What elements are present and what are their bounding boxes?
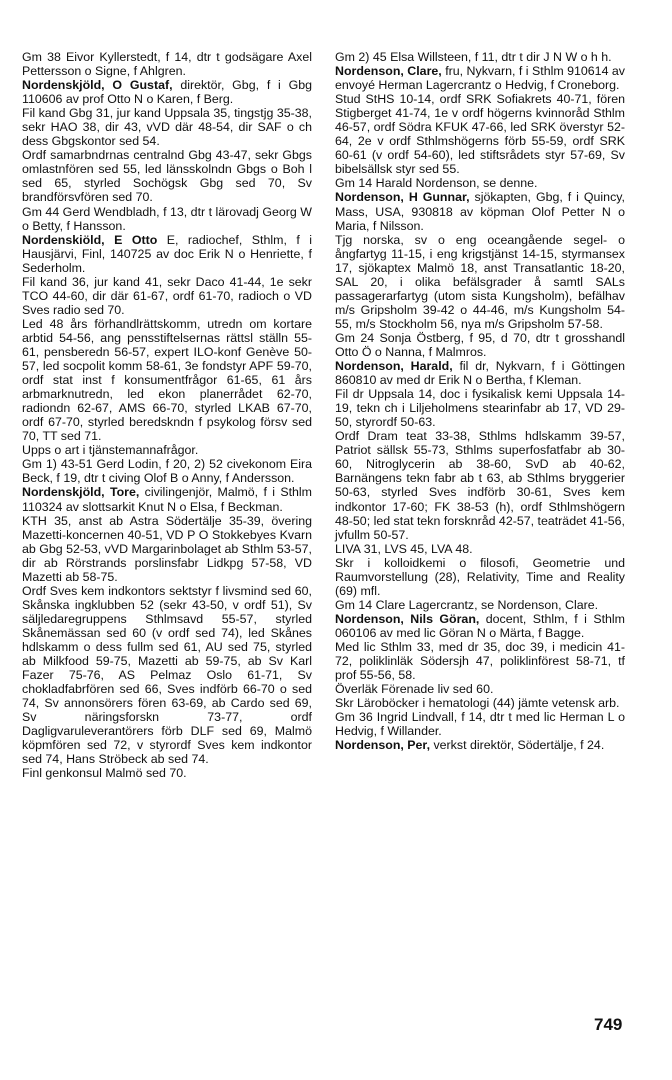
entry-surname: Nordenson, xyxy=(335,611,404,626)
entry-paragraph: Led 48 års förhandlrättskomm, utredn om kortare arbtid 54-56, ang pensstiftelsernas rättsl ställn 55-61, pensberedn 56-57, expert ILO-konf Genève 50-57, led socpolit komm 58-61, 3e fondstyr APF 59-70, ordf stat inst f konsumentfrågor 61-65, 61 års arbmarknutredn, led ekon planerrådet 62-70, radiondn 62-67, AMS 66-70, styrled LKAB 67-70, ordf 67-70, styrled beredskndn f psykolog försv sed 70, TT sed 71. xyxy=(22,316,312,444)
entry-paragraph: Nordenson, Nils Göran, docent, Sthlm, f i Sthlm 060106 av med lic Göran N o Märta, f Bagge. xyxy=(335,611,625,640)
entry-given-name: Nils Göran, xyxy=(410,611,480,626)
entry-paragraph: Upps o art i tjänstemannafrågor. xyxy=(22,443,199,458)
entry-surname: Nordenson, xyxy=(335,190,404,205)
entry-surname: Nordenson, Per, xyxy=(335,738,431,753)
entry-paragraph: Ordf Dram teat 33-38, Sthlms hdlskamm 39-57, Patriot sällsk 55-73, Sthlms superfosfatfabr ab 30-60, Nitroglycerin ab 38-60, SvD ab 40-62, Barnängens tekn fabr ab t 63, ab Sthlms bryggerier 50-63, styrled Sves indförb 30-61, Sves kem indkontor 17-60; FK 38-53 (h), ordf Sthlmshögern 48-50; led stat tekn forsknråd 42-57, teaträdet 41-56, jvfullm 50-57. xyxy=(335,429,625,542)
entry-surname: Nordenskjöld, xyxy=(22,78,105,93)
entry-given-name: E Otto xyxy=(114,232,158,247)
entry-paragraph: Nordenskjöld, O Gustaf, direktör, Gbg, f i Gbg 110606 av prof Otto N o Karen, f Berg. xyxy=(22,78,313,107)
entry-paragraph: Nordenskjöld, Tore, civilingenjör, Malmö, f i Sthlm 110324 av slottsarkit Knut N o Elsa, f Beckman. xyxy=(22,485,312,514)
entry-paragraph: Gm 36 Ingrid Lindvall, f 14, dtr t med lic Herman L o Hedvig, f Willander. xyxy=(335,710,625,739)
entry-paragraph: Nordenskiöld, E Otto E, radiochef, Sthlm, f i Hausjärvi, Finl, 140725 av doc Erik N o Henriette, f Sederholm. xyxy=(22,232,312,275)
entry-paragraph: Med lic Sthlm 33, med dr 35, doc 39, i medicin 41-72, poliklinläk Södersjh 47, poliklinförest 58-71, tf prof 55-56, 58. xyxy=(335,639,625,683)
entry-surname: Nordenson, Harald, xyxy=(335,359,453,374)
entry-surname: Nordenson, Clare, xyxy=(335,64,442,79)
entry-surname: Nordenskjöld, Tore, xyxy=(22,485,140,500)
entry-paragraph: Ordf Sves kem indkontors sektstyr f livsmind sed 60, Skånska ingklubben 52 (sekr 43-50, v ordf 51), Sv säljledaregruppens Sthlmsavd 55-57, styrled Skånemässan sed 60 (v ordf sed 74), led Skånes hdlskamm o dess fullm sed 61, AU sed 75, styrled ab Milkfood 59-75, Mazetti ab 59-75, ab Sv Karl Fazer 75-76, AS Pelmaz Oslo 61-71, Sv chokladfabrfören sed 66, Sves indförb 66-70 o sed 74, Sv annonsörers fören 63-69, ab Cardo sed 69, Sv näringsforskn 73-77, ordf Dagligvaruleverantörers förb DLF sed 69, Malmö köpmfören sed 72, v styrordf Sves kem indkontor sed 74, Hans Ströbeck ab sed 74. xyxy=(22,583,312,767)
entry-paragraph: LIVA 31, LVS 45, LVA 48. xyxy=(335,541,473,556)
entry-paragraph: Nordenson, Per, verkst direktör, Södertälje, f 24. xyxy=(335,738,605,753)
entry-paragraph: Gm 2) 45 Elsa Willsteen, f 11, dtr t dir J N W o h h. xyxy=(335,50,612,64)
entry-paragraph: Nordenson, Harald, fil dr, Nykvarn, f i Göttingen 860810 av med dr Erik N o Bertha, f Kleman. xyxy=(335,359,625,388)
left-column xyxy=(22,50,312,780)
entry-paragraph: Skr Läroböcker i hematologi (44) jämte vetensk arb. xyxy=(335,696,620,711)
right-column xyxy=(335,50,625,752)
entry-paragraph: Gm 44 Gerd Wendbladh, f 13, dtr t lärovadj Georg W o Betty, f Hansson. xyxy=(22,204,312,233)
entry-paragraph: Stud StHS 10-14, ordf SRK Sofiakrets 40-71, fören Stigberget 41-74, 1e v ordf högerns kvinnoråd Sthlm 46-57, ordf Södra KFUK 47-66, led SRK överstyr 52-64, 2e v ordf Sthlmshögerns förb 55-59, ordf SRK 60-61 (v ordf 54-60), led stiftsrådets styr 57-69, Sv bibelsällsk styr sed 55. xyxy=(335,92,625,177)
entry-paragraph: Nordenson, H Gunnar, sjökapten, Gbg, f i Quincy, Mass, USA, 930818 av köpman Olof Petter N o Maria, f Nilsson. xyxy=(335,190,625,233)
entry-given-name: O Gustaf, xyxy=(112,78,173,93)
entry-surname: Nordenskiöld, xyxy=(22,232,105,247)
entry-paragraph: Fil kand Gbg 31, jur kand Uppsala 35, tingstjg 35-38, sekr HAO 38, dir 43, vVD där 48-54, dir SAF o ch dess Gbgskontor sed 54. xyxy=(22,106,312,149)
entry-paragraph: Gm 1) 43-51 Gerd Lodin, f 20, 2) 52 civekonom Eira Beck, f 19, dtr t civing Olof B o Anny, f Andersson. xyxy=(22,457,312,486)
entry-paragraph: Gm 14 Harald Nordenson, se denne. xyxy=(335,176,538,191)
page-number: 749 xyxy=(594,1015,623,1034)
entry-paragraph: Ordf samarbndrnas centralnd Gbg 43-47, sekr Gbgs omlastnfören sed 55, led länsskolndn Gbgs o Boh l sed 65, styrled Sochögsk Gbg sed 70, Sv brandförsvfören sed 70. xyxy=(22,148,312,205)
entry-paragraph: Fil dr Uppsala 14, doc i fysikalisk kemi Uppsala 14-19, tekn ch i Liljeholmens stearinfabr ab 17, VD 29-50, styrordf 50-63. xyxy=(335,387,625,430)
entry-paragraph: Nordenson, Clare, fru, Nykvarn, f i Sthlm 910614 av envoyé Herman Lagercrantz o Hedvig, f Croneborg. xyxy=(335,64,626,93)
entry-paragraph: KTH 35, anst ab Astra Södertälje 35-39, övering Mazetti-koncernen 40-51, VD P O Stokkebyes Kvarn ab Gbg 52-53, vVD Margarinbolaget ab Sthlm 53-57, dir ab Rörstrands porslinsfabr Lidkpg 57-58, VD Mazetti ab 58-75. xyxy=(22,513,312,584)
entry-paragraph: Tjg norska, sv o eng oceangående segel- o ångfartyg 11-15, i eng krigstjänst 14-15, styrmansex 17, sjökaptex Malmö 18, anst Transatlantic 18-20, SAL 20, i olika befälsgrader å samtl SALs passagerarfartyg (utom sista Kungsholm), befälhav m/s Gripsholm 39-42 o 44-46, m/s Kungsholm 54-55, m/s Stockholm 56, nya m/s Gripsholm 57-58. xyxy=(335,232,625,331)
entry-paragraph: Skr i kolloidkemi o filosofi, Geometrie und Raumvorstellung (28), Relativity, Time and Reality (69) mfl. xyxy=(335,555,625,598)
entry-paragraph: Gm 14 Clare Lagercrantz, se Nordenson, Clare. xyxy=(335,597,599,612)
entry-paragraph: Finl genkonsul Malmö sed 70. xyxy=(22,766,187,781)
entry-paragraph: Gm 24 Sonja Östberg, f 95, d 70, dtr t grosshandl Otto Ö o Nanna, f Malmros. xyxy=(335,330,625,359)
entry-given-name: H Gunnar, xyxy=(408,190,470,205)
entry-paragraph: Fil kand 36, jur kand 41, sekr Daco 41-44, 1e sekr TCO 44-60, dir där 61-67, ordf 61-70, radioch o VD Sves radio sed 70. xyxy=(22,274,312,317)
entry-paragraph: Överläk Förenade liv sed 60. xyxy=(335,682,494,697)
entry-paragraph: Gm 38 Eivor Kyllerstedt, f 14, dtr t godsägare Axel Pettersson o Signe, f Ahlgren. xyxy=(22,50,312,79)
